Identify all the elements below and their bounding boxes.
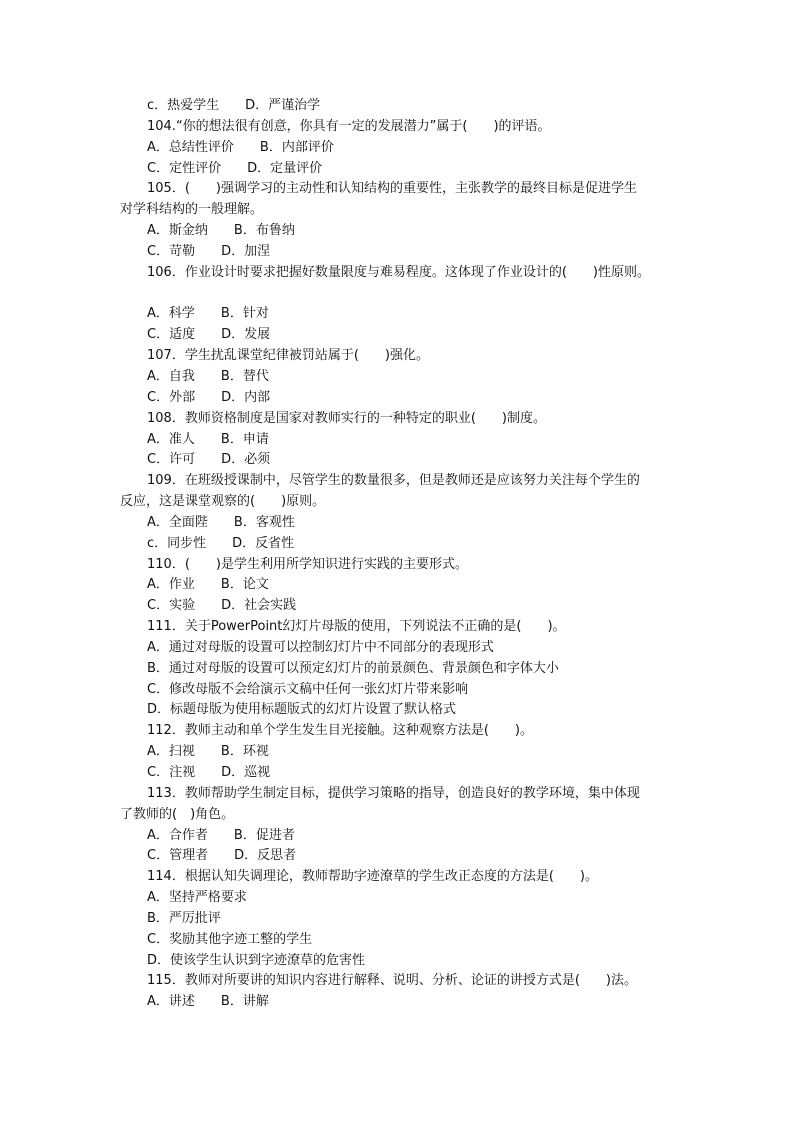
option-a: C．外部 <box>147 389 196 405</box>
option-line: B．严厉批评 <box>147 910 221 926</box>
option-row <box>0 242 794 263</box>
option-row <box>0 992 794 1013</box>
question-line: 113．教师帮助学生制定目标，提供学习策略的指导，创造良好的教学环境，集中体现 <box>147 785 640 801</box>
question-line: 107．学生扰乱课堂纪律被罚站属于( )强化。 <box>147 348 429 364</box>
option-line: C．奖励其他字迹工整的学生 <box>147 931 313 947</box>
option-a: C．定性评价 <box>147 160 222 176</box>
option-a: A．合作者 <box>147 827 208 843</box>
question-continuation: 了教师的( )角色。 <box>120 806 235 822</box>
option-b: D．反思者 <box>234 848 297 864</box>
option-b: B．申请 <box>220 431 269 447</box>
option-row <box>0 763 794 784</box>
option-row <box>0 846 794 867</box>
option-a: C．注视 <box>147 765 196 780</box>
option-row <box>0 388 794 409</box>
question-line: 111．关于PowerPoint幻灯片母版的使用，下列说法不正确的是( )。 <box>147 619 566 635</box>
option-row <box>0 221 794 242</box>
option-line: C．修改母版不会给演示文稿中任何一张幻灯片带来影响 <box>147 681 469 697</box>
option-row <box>0 534 794 555</box>
question-line: 105．( )强调学习的主动性和认知结构的重要性，主张教学的最终目标是促进学生 <box>147 181 637 197</box>
option-b: B．论文 <box>220 577 269 593</box>
option-b: B．针对 <box>220 306 269 322</box>
option-a: C．苛勒 <box>147 243 196 259</box>
option-row <box>0 159 794 180</box>
option-a: A．自我 <box>147 368 195 384</box>
option-a: C．适度 <box>147 327 196 343</box>
option-row <box>0 596 794 617</box>
option-line: A．通过对母版的设置可以控制幻灯片中不同部分的表现形式 <box>147 639 494 655</box>
option-line: B．通过对母版的设置可以预定幻灯片的前景颜色、背景颜色和字体大小 <box>147 660 559 676</box>
option-row <box>0 826 794 847</box>
option-row <box>0 138 794 159</box>
option-b: D．严谨治学 <box>245 98 321 113</box>
question-line: 110．( )是学生利用所学知识进行实践的主要形式。 <box>147 556 468 572</box>
question-continuation: 对学科结构的一般理解。 <box>120 202 264 218</box>
option-b: B．客观性 <box>233 514 295 530</box>
question-list <box>0 96 794 1013</box>
option-row <box>0 513 794 534</box>
option-a: A．斯金纳 <box>147 223 208 239</box>
option-line: D．使该学生认识到字迹潦草的危害性 <box>147 952 366 968</box>
option-b: D．发展 <box>221 327 271 343</box>
option-row <box>0 450 794 471</box>
option-b: D．反省性 <box>232 535 295 551</box>
option-row <box>0 575 794 596</box>
option-b: B．环视 <box>220 744 269 760</box>
option-b: D．定量评价 <box>247 160 323 176</box>
option-a: A．讲述 <box>147 994 195 1010</box>
option-b: B．内部评价 <box>259 139 334 155</box>
option-line: D．标题母版为使用标题版式的幻灯片设置了默认格式 <box>147 702 457 718</box>
option-row <box>0 304 794 325</box>
option-line: A．坚持严格要求 <box>147 890 247 906</box>
option-row <box>0 325 794 346</box>
option-a: C．实验 <box>147 598 196 614</box>
option-b: B．讲解 <box>220 994 269 1010</box>
option-b: D．巡视 <box>221 765 271 780</box>
option-a: A．作业 <box>147 577 195 593</box>
question-line: 115．教师对所要讲的知识内容进行解释、说明、分析、论证的讲授方式是( )法。 <box>147 973 637 989</box>
option-a: A．总结性评价 <box>147 139 234 155</box>
option-a: C．许可 <box>147 452 196 468</box>
option-a: C．管理者 <box>147 848 209 864</box>
question-line: 109．在班级授课制中，尽管学生的数量很多，但是教师还是应该努力关注每个学生的 <box>147 473 640 489</box>
option-b: B．替代 <box>220 368 269 384</box>
option-a: c．同步性 <box>147 535 207 551</box>
option-b: D．社会实践 <box>221 598 297 614</box>
option-b: D．必须 <box>221 452 271 468</box>
question-line: 104.“你的想法很有创意，你具有一定的发展潜力”属于( )的评语。 <box>147 118 551 134</box>
option-row <box>0 742 794 763</box>
option-a: A．全面陛 <box>147 514 208 530</box>
question-continuation: 反应，这是课堂观察的( )原则。 <box>120 494 326 510</box>
question-line: 108．教师资格制度是国家对教师实行的一种特定的职业( )制度。 <box>147 410 546 426</box>
option-row <box>0 367 794 388</box>
question-line: 112．教师主动和单个学生发生目光接触。这种观察方法是( )。 <box>147 723 533 739</box>
blank-line <box>0 284 794 305</box>
option-a: A．扫视 <box>147 744 195 760</box>
option-a: c．热爱学生 <box>147 98 220 113</box>
option-b: D．加涅 <box>221 243 271 259</box>
option-b: B．促进者 <box>233 827 295 843</box>
option-row <box>0 430 794 451</box>
question-line: 106．作业设计时要求把握好数量限度与难易程度。这体现了作业设计的( )性原则。 <box>147 264 650 280</box>
option-b: B．布鲁纳 <box>233 223 295 239</box>
option-row <box>0 96 794 117</box>
option-b: D．内部 <box>221 389 271 405</box>
option-a: A．准人 <box>147 431 195 447</box>
question-line: 114．根据认知失调理论，教师帮助字迹潦草的学生改正态度的方法是( )。 <box>147 869 598 885</box>
option-a: A．科学 <box>147 306 195 322</box>
